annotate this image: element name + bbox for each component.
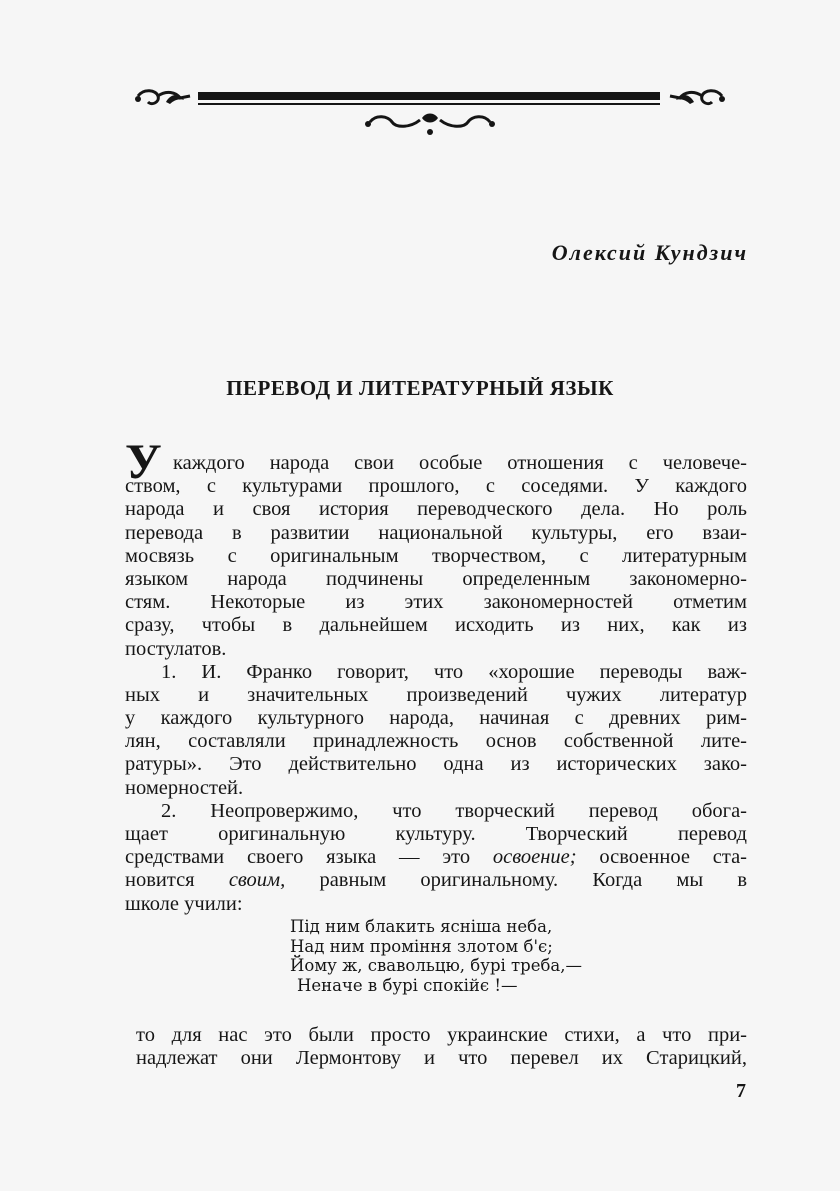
poem-line: Йому ж, свавольцю, бурі треба,— — [290, 956, 582, 975]
text-line: стям. Некоторые из этих закономерностей отметим — [125, 591, 747, 614]
text-line: щает оригинальную культуру. Творческий перевод — [125, 823, 747, 845]
paragraph — [125, 433, 747, 661]
text-line: постулатов. — [125, 637, 227, 660]
text-line — [125, 846, 747, 869]
text-line: то для нас это были просто украинские стихи, а что при- — [136, 1024, 747, 1046]
text-line: сразу, чтобы в дальнейшем исходить из них, как из — [125, 614, 747, 637]
text-line: ных и значительных произведений чужих литератур — [125, 683, 747, 706]
text-line: ством, с культурами прошлого, с соседями. У каждого — [125, 475, 747, 498]
page-number: 7 — [736, 1080, 746, 1102]
text-line: каждого народа свои особые отношения с человече- — [173, 452, 747, 474]
text-line — [125, 869, 747, 892]
drop-cap: У — [125, 433, 162, 489]
text-line: лян, составляли принадлежность основ собственной лите- — [125, 730, 747, 753]
header-ornament — [130, 84, 730, 140]
text-segment: освоенное ста- — [576, 846, 747, 869]
poem-quote — [290, 917, 582, 995]
author-name: Олексий Кундзич — [551, 240, 748, 265]
text-line: ратуры». Это действительно одна из исторических зако- — [125, 753, 747, 776]
text-line: народа и своя история переводческого дела. Но роль — [125, 498, 747, 521]
text-segment: равным оригинальному. Когда мы в — [285, 869, 748, 892]
text-line: номерностей. — [125, 776, 244, 799]
text-segment: средствами своего языка — это — [125, 846, 493, 869]
paragraph — [125, 800, 747, 916]
text-line: 2. Неопровержимо, что творческий перевод обога- — [161, 799, 747, 822]
text-line: надлежат они Лермонтову и что перевел их Старицкий, — [136, 1047, 747, 1070]
poem-line: Під ним блакить ясніша неба, — [290, 917, 553, 936]
text-line: школе учили: — [125, 892, 243, 915]
paragraph — [125, 661, 747, 800]
text-line: мосвязь с оригинальным творчеством, с литературным — [125, 544, 747, 567]
emphasis-text: освоение; — [492, 846, 577, 869]
text-line: 1. И. Франко говорит, что «хорошие переводы важ- — [161, 660, 747, 683]
emphasis-text: своим, — [228, 869, 286, 892]
text-segment: новится — [125, 869, 229, 892]
poem-line: Неначе в бурі спокійє !— — [297, 975, 518, 995]
closing-text — [136, 1024, 747, 1070]
article-title: ПЕРЕВОД И ЛИТЕРАТУРНЫЙ ЯЗЫК — [226, 376, 614, 400]
article-body — [125, 433, 748, 916]
poem-line: Над ним проміння злотом б'є; — [290, 936, 553, 956]
text-line: перевода в развитии национальной культуры, его взаи- — [125, 521, 747, 544]
text-line: у каждого культурного народа, начиная с древних рим- — [125, 707, 747, 730]
text-line: языком народа подчинены определенным закономерно- — [125, 567, 747, 590]
